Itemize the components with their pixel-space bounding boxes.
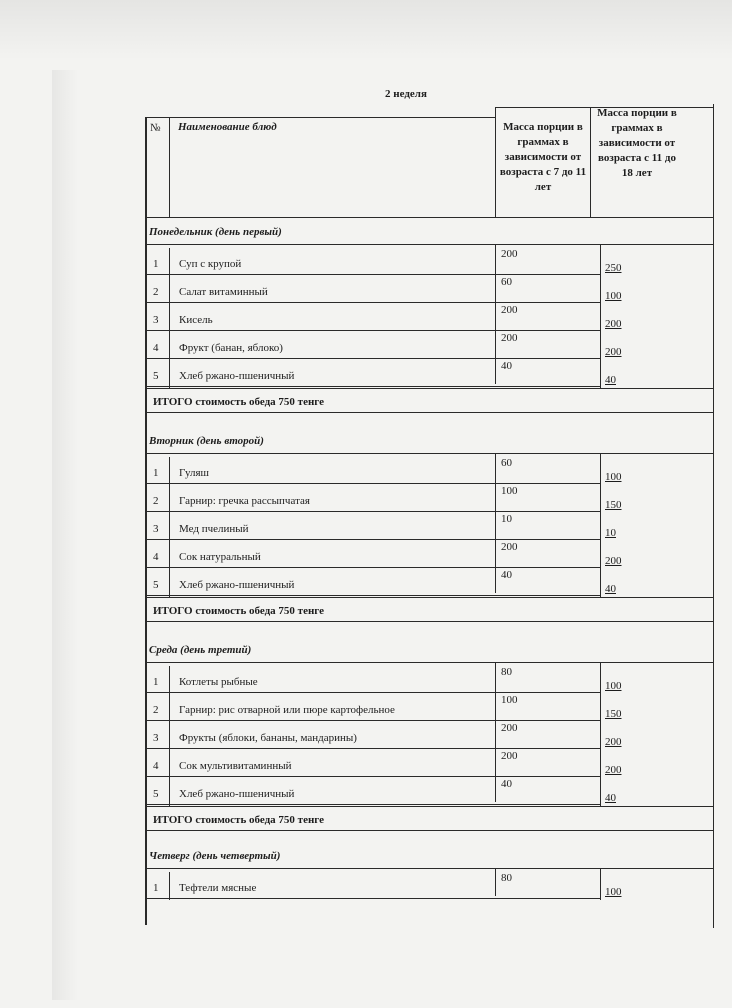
portion-11-18: 40 [605,374,616,386]
dish-name: Сок натуральный [179,551,261,563]
portion-11-18: 150 [605,499,622,511]
portion-11-18: 200 [605,318,622,330]
row-number: 1 [153,676,159,688]
portion-11-18: 200 [605,346,622,358]
portion-7-11: 200 [501,722,518,734]
day-title: Вторник (день второй) [149,435,264,447]
row-number: 3 [153,732,159,744]
header-col-7-11: Масса порции в граммах в зависимости от возраста с 7 до 11 лет [499,121,587,193]
row-number: 2 [153,495,159,507]
portion-7-11: 60 [501,276,512,288]
dish-name: Мед пчелиный [179,523,249,535]
portion-7-11: 40 [501,778,512,790]
dish-name: Фрукты (яблоки, бананы, мандарины) [179,732,357,744]
dish-name: Гуляш [179,467,209,479]
day-title: Четверг (день четвертый) [149,850,281,862]
day-title: Понедельник (день первый) [149,226,282,238]
portion-7-11: 200 [501,304,518,316]
portion-11-18: 100 [605,290,622,302]
header-dish-name: Наименование блюд [178,121,277,133]
dish-name: Сок мультивитаминный [179,760,292,772]
portion-7-11: 200 [501,750,518,762]
scan-shadow-edge [52,70,78,1000]
dish-name: Хлеб ржано-пшеничный [179,788,295,800]
day-total: ИТОГО стоимость обеда 750 тенге [153,396,325,408]
portion-7-11: 100 [501,694,518,706]
day-total: ИТОГО стоимость обеда 750 тенге [153,814,325,826]
row-number: 4 [153,551,159,563]
row-number: 3 [153,314,159,326]
portion-11-18: 200 [605,736,622,748]
row-number: 4 [153,760,159,772]
dish-name: Суп с крупой [179,258,242,270]
portion-11-18: 250 [605,262,622,274]
row-number: 1 [153,882,159,894]
portion-11-18: 150 [605,708,622,720]
row-number: 1 [153,258,159,270]
portion-11-18: 40 [605,792,616,804]
portion-11-18: 100 [605,471,622,483]
header-col-11-18: Масса порции в граммах в зависимости от возраста с 11 до 18 лет [597,107,677,179]
row-number: 4 [153,342,159,354]
week-title: 2 неделя [385,88,427,100]
portion-7-11: 100 [501,485,518,497]
row-number: 2 [153,704,159,716]
portion-11-18: 100 [605,886,622,898]
portion-11-18: 10 [605,527,616,539]
portion-7-11: 40 [501,569,512,581]
portion-7-11: 200 [501,332,518,344]
portion-7-11: 10 [501,513,512,525]
portion-7-11: 80 [501,666,512,678]
dish-name: Салат витаминный [179,286,268,298]
dish-name: Хлеб ржано-пшеничный [179,579,295,591]
header-number: № [150,122,161,134]
dish-name: Котлеты рыбные [179,676,258,688]
dish-name: Гарнир: рис отварной или пюре картофельное [179,704,395,716]
scan-shadow-top [0,0,732,60]
dish-name: Кисель [179,314,213,326]
menu-table [145,100,717,928]
portion-7-11: 80 [501,872,512,884]
portion-7-11: 60 [501,457,512,469]
dish-name: Хлеб ржано-пшеничный [179,370,295,382]
portion-11-18: 100 [605,680,622,692]
dish-name: Гарнир: гречка рассыпчатая [179,495,310,507]
day-title: Среда (день третий) [149,644,252,656]
row-number: 1 [153,467,159,479]
row-number: 3 [153,523,159,535]
row-number: 2 [153,286,159,298]
dish-name: Тефтели мясные [179,882,257,894]
portion-11-18: 40 [605,583,616,595]
portion-7-11: 200 [501,248,518,260]
row-number: 5 [153,370,159,382]
portion-11-18: 200 [605,555,622,567]
portion-11-18: 200 [605,764,622,776]
portion-7-11: 40 [501,360,512,372]
row-number: 5 [153,579,159,591]
row-number: 5 [153,788,159,800]
portion-7-11: 200 [501,541,518,553]
day-total: ИТОГО стоимость обеда 750 тенге [153,605,325,617]
dish-name: Фрукт (банан, яблоко) [179,342,283,354]
